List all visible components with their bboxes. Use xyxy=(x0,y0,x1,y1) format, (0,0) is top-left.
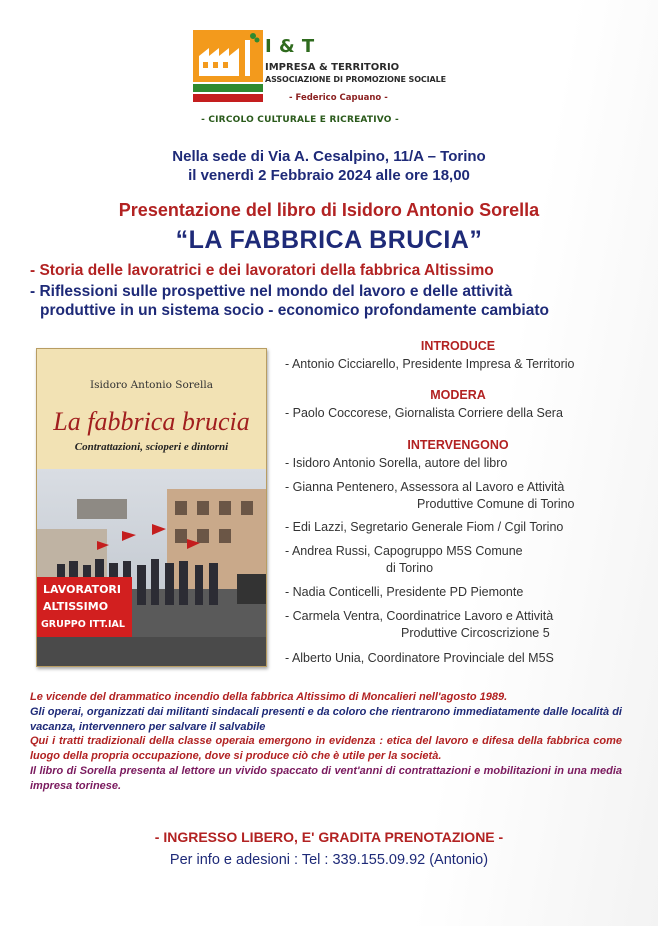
description-paragraph-1: Le vicende del drammatico incendio della fabbrica Altissimo di Moncalieri nell'agosto 1989. xyxy=(30,691,508,703)
venue-info xyxy=(0,147,658,185)
speaker-pentenero-line1: - Gianna Pentenero, Assessora al Lavoro e Attività xyxy=(285,480,565,494)
banner-line2: ALTISSIMO xyxy=(43,600,109,613)
speaker-pentenero xyxy=(285,479,645,513)
book-cover xyxy=(36,348,267,667)
description-paragraph-2: Gli operai, organizzati dai militanti sindacali presenti e da coloro che rientrarono immediatamente dalle località di vacanza, intervennero per salvare il salvabile xyxy=(30,705,622,733)
description-paragraph-3: Qui i tratti tradizionali della classe operaia emergono in evidenza : etica del lavoro e difesa della fabbrica come luogo della propria occupazione, dove si produce ciò che è utile per la società. xyxy=(30,735,622,763)
speaker-ventra xyxy=(285,608,645,642)
logo-tagline: ASSOCIAZIONE DI PROMOZIONE SOCIALE xyxy=(265,75,446,84)
bullet-riflessioni-line2: produttive in un sistema socio - economico profondamente cambiato xyxy=(40,302,549,319)
book-cover-author: Isidoro Antonio Sorella xyxy=(89,379,213,391)
modera-speaker: - Paolo Coccorese, Giornalista Corriere della Sera xyxy=(285,406,563,420)
speaker-lazzi-text: - Edi Lazzi, Segretario Generale Fiom / Cgil Torino xyxy=(285,520,564,534)
speaker-sorella xyxy=(285,455,645,472)
presentation-heading: Presentazione del libro di Isidoro Antonio Sorella xyxy=(118,200,540,220)
speaker-lazzi xyxy=(285,519,645,536)
introduce-label: INTRODUCE xyxy=(420,339,496,353)
description xyxy=(30,690,622,794)
bullet-riflessioni xyxy=(30,282,650,320)
book-cover-subtitle: Contrattazioni, scioperi e dintorni xyxy=(74,441,229,453)
banner-line3: GRUPPO ITT.IAL xyxy=(41,619,125,630)
venue-address: Nella sede di Via A. Cesalpino, 11/A – Torino xyxy=(172,148,486,165)
speaker-russi xyxy=(285,543,645,577)
intervengono-label: INTERVENGONO xyxy=(407,438,509,452)
logo xyxy=(193,30,446,105)
banner-line1: LAVORATORI xyxy=(43,583,121,596)
bullet-riflessioni-line1: - Riflessioni sulle prospettive nel mondo del lavoro e delle attività xyxy=(30,283,513,300)
info-contact: Per info e adesioni : Tel : 339.155.09.92 (Antonio) xyxy=(169,852,489,868)
modera-label: MODERA xyxy=(430,388,486,402)
speaker-ventra-line2: Produttive Circoscrizione 5 xyxy=(401,626,550,640)
speaker-sorella-text: - Isidoro Antonio Sorella, autore del libro xyxy=(285,456,508,470)
speaker-conticelli xyxy=(285,584,645,601)
introduce-speaker: - Antonio Cicciarello, Presidente Impresa & Territorio xyxy=(285,357,575,371)
book-title-heading: “LA FABBRICA BRUCIA” xyxy=(175,226,483,254)
speaker-ventra-line1: - Carmela Ventra, Coordinatrice Lavoro e Attività xyxy=(285,609,554,623)
circolo-label: - CIRCOLO CULTURALE E RICREATIVO - xyxy=(201,115,399,125)
speaker-unia xyxy=(285,650,645,667)
speaker-unia-text: - Alberto Unia, Coordinatore Provinciale del M5S xyxy=(285,651,554,665)
factory-logo-icon xyxy=(193,30,263,103)
ingresso-libero: - INGRESSO LIBERO, E' GRADITA PRENOTAZIONE - xyxy=(154,829,504,845)
speaker-russi-line1: - Andrea Russi, Capogruppo M5S Comune xyxy=(285,544,523,558)
book-cover-title: La fabbrica brucia xyxy=(53,407,250,436)
description-paragraph-4: Il libro di Sorella presenta al lettore un vivido spaccato di vent'anni di contrattazioni e mobilitazioni in una media impresa torinese. xyxy=(30,764,622,792)
logo-subtitle: IMPRESA & TERRITORIO xyxy=(265,62,400,73)
venue-date: il venerdì 2 Febbraio 2024 alle ore 18,00 xyxy=(188,167,470,184)
speaker-pentenero-line2: Produttive Comune di Torino xyxy=(417,497,575,511)
speaker-conticelli-text: - Nadia Conticelli, Presidente PD Piemonte xyxy=(285,585,524,599)
protest-photo xyxy=(37,469,266,666)
bullet-storia: - Storia delle lavoratrici e dei lavoratori della fabbrica Altissimo xyxy=(30,262,494,279)
logo-title: I & T xyxy=(265,36,315,57)
speaker-russi-line2: di Torino xyxy=(386,561,434,575)
logo-person: - Federico Capuano - xyxy=(289,93,388,103)
